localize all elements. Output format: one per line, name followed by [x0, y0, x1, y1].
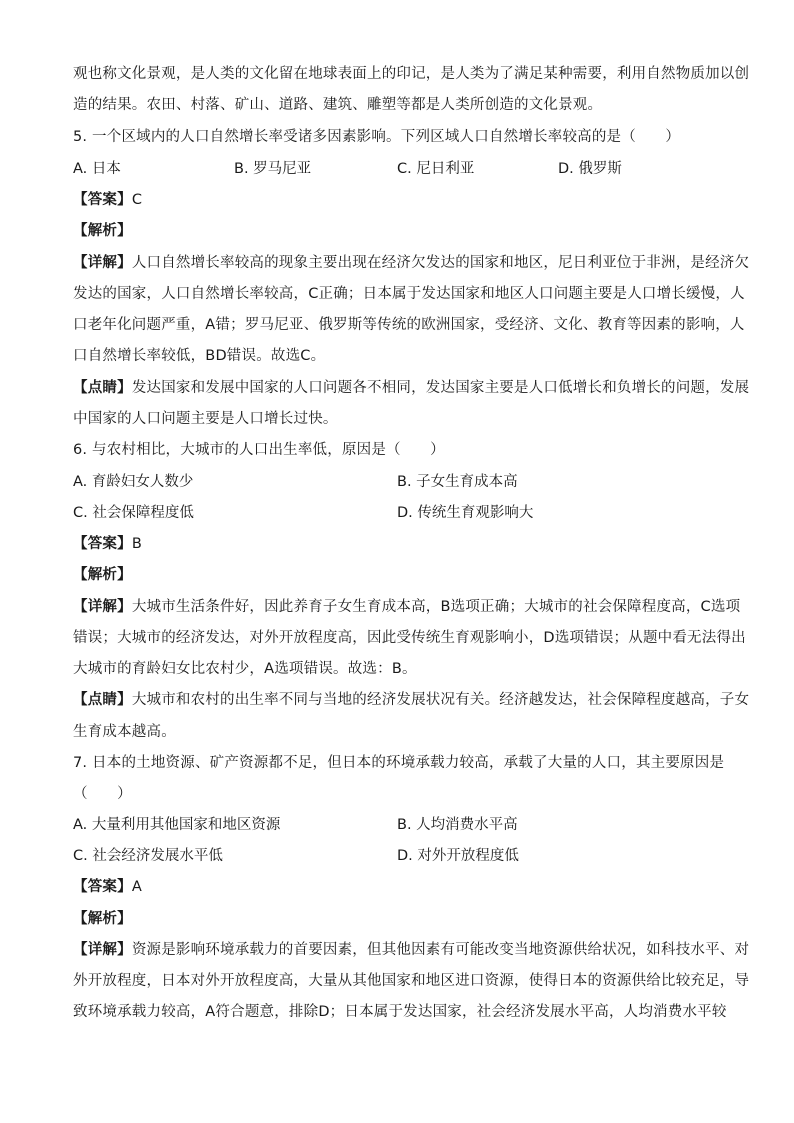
q6-point-line — [73, 690, 749, 710]
answer-value: B — [131, 536, 142, 552]
q7-detail-line — [73, 940, 749, 960]
detail-tag: 【详解】 — [73, 942, 132, 958]
question-6-stem: 6. 与农村相比，大城市的人口出生率低，原因是（ ） — [73, 442, 445, 458]
point-tag: 【点睛】 — [73, 380, 132, 396]
answer-tag: 【答案】 — [73, 536, 132, 552]
q5-detail-line: 口自然增长率较低，BD错误。故选C。 — [73, 348, 326, 364]
analysis-tag: 【解析】 — [73, 567, 132, 583]
paragraph-line: 造的结果。农田、村落、矿山、道路、建筑、雕塑等都是人类所创造的文化景观。 — [73, 97, 603, 113]
q5-option-b: B. 罗马尼亚 — [234, 161, 312, 177]
answer-value: C — [131, 192, 143, 208]
q6-analysis-tag — [73, 565, 132, 585]
q6-option-a: A. 育龄妇女人数少 — [73, 474, 194, 490]
detail-text: 大城市生活条件好，因此养育子女生育成本高，B选项正确；大城市的社会保障程度高，C选项 — [131, 599, 741, 615]
q5-detail-line: 发达的国家，人口自然增长率较高，C正确；日本属于发达国家和地区人口问题主要是人口增长缓慢，人 — [73, 286, 745, 302]
point-text: 发达国家和发展中国家的人口问题各不相同，发达国家主要是人口低增长和负增长的问题，发展 — [131, 380, 750, 396]
q5-answer — [73, 190, 142, 210]
q6-detail-line: 大城市的育龄妇女比农村少，A选项错误。故选：B。 — [73, 661, 417, 677]
detail-tag: 【详解】 — [73, 255, 132, 271]
q7-detail-line: 外开放程度，日本对外开放程度高，大量从其他国家和地区进口资源，使得日本的资源供给比较充足，导 — [73, 973, 750, 989]
q5-detail-line: 口老年化问题严重，A错；罗马尼亚、俄罗斯等传统的欧洲国家，受经济、文化、教育等因素的影响，人 — [73, 317, 745, 333]
answer-value: A — [131, 879, 142, 895]
q6-detail-line — [73, 597, 740, 617]
q5-option-c: C. 尼日利亚 — [397, 161, 475, 177]
question-7-stem: 7. 日本的土地资源、矿产资源都不足，但日本的环境承载力较高，承载了大量的人口，其主要原因是 — [73, 755, 725, 771]
q6-point-line: 生育成本越高。 — [73, 724, 176, 740]
answer-tag: 【答案】 — [73, 879, 132, 895]
q5-detail-line — [73, 253, 749, 273]
q7-option-b: B. 人均消费水平高 — [397, 817, 518, 833]
q5-analysis-tag — [73, 221, 132, 241]
q7-analysis-tag — [73, 909, 132, 929]
detail-tag: 【详解】 — [73, 599, 132, 615]
q6-detail-line: 错误；大城市的经济发达，对外开放程度高，因此受传统生育观影响小，D选项错误；从题中看无法得出 — [73, 630, 746, 646]
q6-option-b: B. 子女生育成本高 — [397, 474, 518, 490]
q6-answer — [73, 534, 142, 554]
q5-point-line: 中国家的人口问题主要是人口增长过快。 — [73, 411, 338, 427]
answer-tag: 【答案】 — [73, 192, 132, 208]
detail-text: 资源是影响环境承载力的首要因素，但其他因素有可能改变当地资源供给状况，如科技水平、对 — [131, 942, 750, 958]
q5-option-a: A. 日本 — [73, 161, 121, 177]
point-text: 大城市和农村的出生率不同与当地的经济发展状况有关。经济越发达，社会保障程度越高，子女 — [131, 692, 750, 708]
q7-answer — [73, 877, 142, 897]
q5-option-d: D. 俄罗斯 — [558, 161, 622, 177]
question-7-stem-continued: （ ） — [73, 786, 132, 802]
analysis-tag: 【解析】 — [73, 911, 132, 927]
analysis-tag: 【解析】 — [73, 223, 132, 239]
q5-point-line — [73, 378, 749, 398]
paragraph-line: 观也称文化景观，是人类的文化留在地球表面上的印记，是人类为了满足某种需要，利用自然物质加以创 — [73, 66, 750, 82]
q6-option-d: D. 传统生育观影响大 — [397, 505, 534, 521]
question-5-stem: 5. 一个区域内的人口自然增长率受诸多因素影响。下列区域人口自然增长率较高的是（ ） — [73, 129, 681, 145]
q7-option-c: C. 社会经济发展水平低 — [73, 848, 223, 864]
point-tag: 【点睛】 — [73, 692, 132, 708]
q7-option-d: D. 对外开放程度低 — [397, 848, 519, 864]
q6-option-c: C. 社会保障程度低 — [73, 505, 194, 521]
detail-text: 人口自然增长率较高的现象主要出现在经济欠发达的国家和地区，尼日利亚位于非洲，是经济欠 — [131, 255, 750, 271]
q7-detail-line: 致环境承载力较高，A符合题意，排除D；日本属于发达国家，社会经济发展水平高，人均消费水平较 — [73, 1004, 727, 1020]
q7-option-a: A. 大量利用其他国家和地区资源 — [73, 817, 281, 833]
